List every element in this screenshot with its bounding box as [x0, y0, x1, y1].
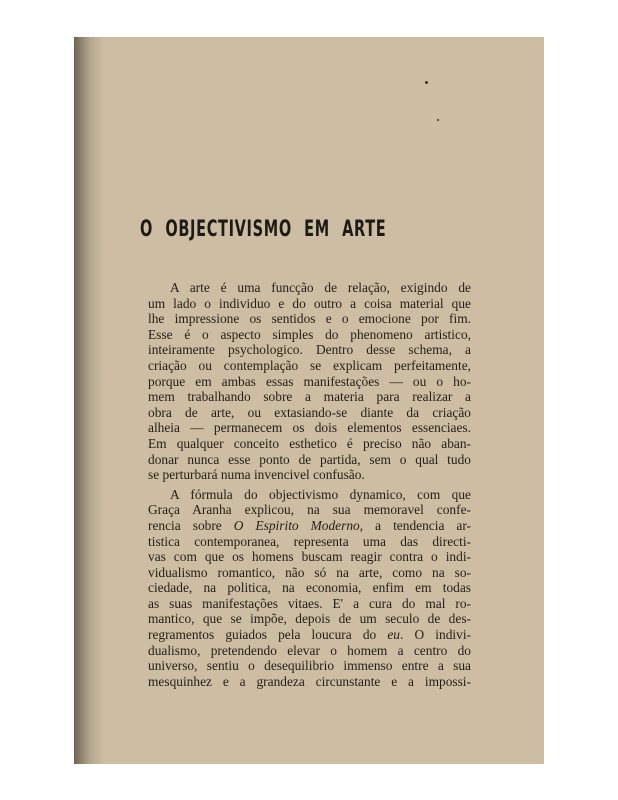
- text-line: criação ou contemplação se explicam perfeitamente,: [148, 357, 471, 373]
- book-spine-shadow: [74, 37, 90, 764]
- book-page: [74, 37, 544, 764]
- text-line: regramentos guiados pela loucura do eu. O indivi-: [148, 627, 472, 643]
- text-line: mantico, que se impõe, depois de um seculo de des-: [148, 611, 471, 627]
- paragraph-1: [148, 280, 471, 483]
- text-line: as suas manifestações vitaes. E' a cura do mal ro-: [148, 595, 471, 611]
- text-line: Esse é o aspecto simples do phenomeno artistico,: [148, 326, 471, 342]
- text-line: mem trabalhando sobre a materia para realizar a: [148, 389, 471, 405]
- text-line: dualismo, pretendendo elevar o homem a centro do: [148, 642, 471, 658]
- text-line: Em qualquer conceito esthetico é preciso não aban-: [148, 435, 471, 451]
- text-line: ciedade, na politica, na economia, enfim em todas: [148, 580, 471, 596]
- text-line: A fórmula do objectivismo dynamico, com que: [170, 486, 471, 502]
- text-line: porque em ambas essas manifestações — ou o ho-: [148, 373, 471, 389]
- text-line: tistica contemporanea, representa uma das directi-: [148, 533, 471, 549]
- text-line: vidualismo romantico, não só na arte, como na so-: [148, 564, 471, 580]
- text-line: vas com que os homens buscam reagir contra o indi-: [148, 549, 471, 565]
- text-line: rencia sobre O Espirito Moderno, a tendencia ar-: [148, 517, 472, 533]
- chapter-title: O OBJECTIVISMO EM ARTE: [140, 217, 387, 242]
- text-line: um lado o individuo e do outro a coisa material que: [148, 295, 471, 311]
- paragraph-2: [148, 487, 471, 690]
- text-line: mesquinhez e a grandeza circunstante e a impossi-: [148, 673, 471, 689]
- text-line: lhe impressione os sentidos e o emocione por fim.: [148, 311, 471, 327]
- text-line: universo, sentiu o desequilibrio immenso entre a sua: [148, 658, 471, 674]
- spine-fade: [90, 37, 104, 764]
- text-line: inteiramente psychologico. Dentro desse schema, a: [148, 342, 471, 358]
- text-line: Graça Aranha explicou, na sua memoravel confe-: [148, 502, 471, 518]
- text-line: A arte é uma funcção de relação, exigindo de: [170, 280, 471, 295]
- text-line: se perturbará numa invencivel confusão.: [148, 467, 365, 483]
- text-line: alheia — permanecem os dois elementos essenciaes.: [148, 420, 471, 436]
- paper-speck: [437, 119, 439, 121]
- paper-speck: [425, 81, 428, 84]
- body-text: [148, 280, 471, 689]
- text-line: obra de arte, ou extasiando-se diante da criação: [148, 404, 471, 420]
- text-line: donar nunca esse ponto de partida, sem o qual tudo: [148, 451, 471, 467]
